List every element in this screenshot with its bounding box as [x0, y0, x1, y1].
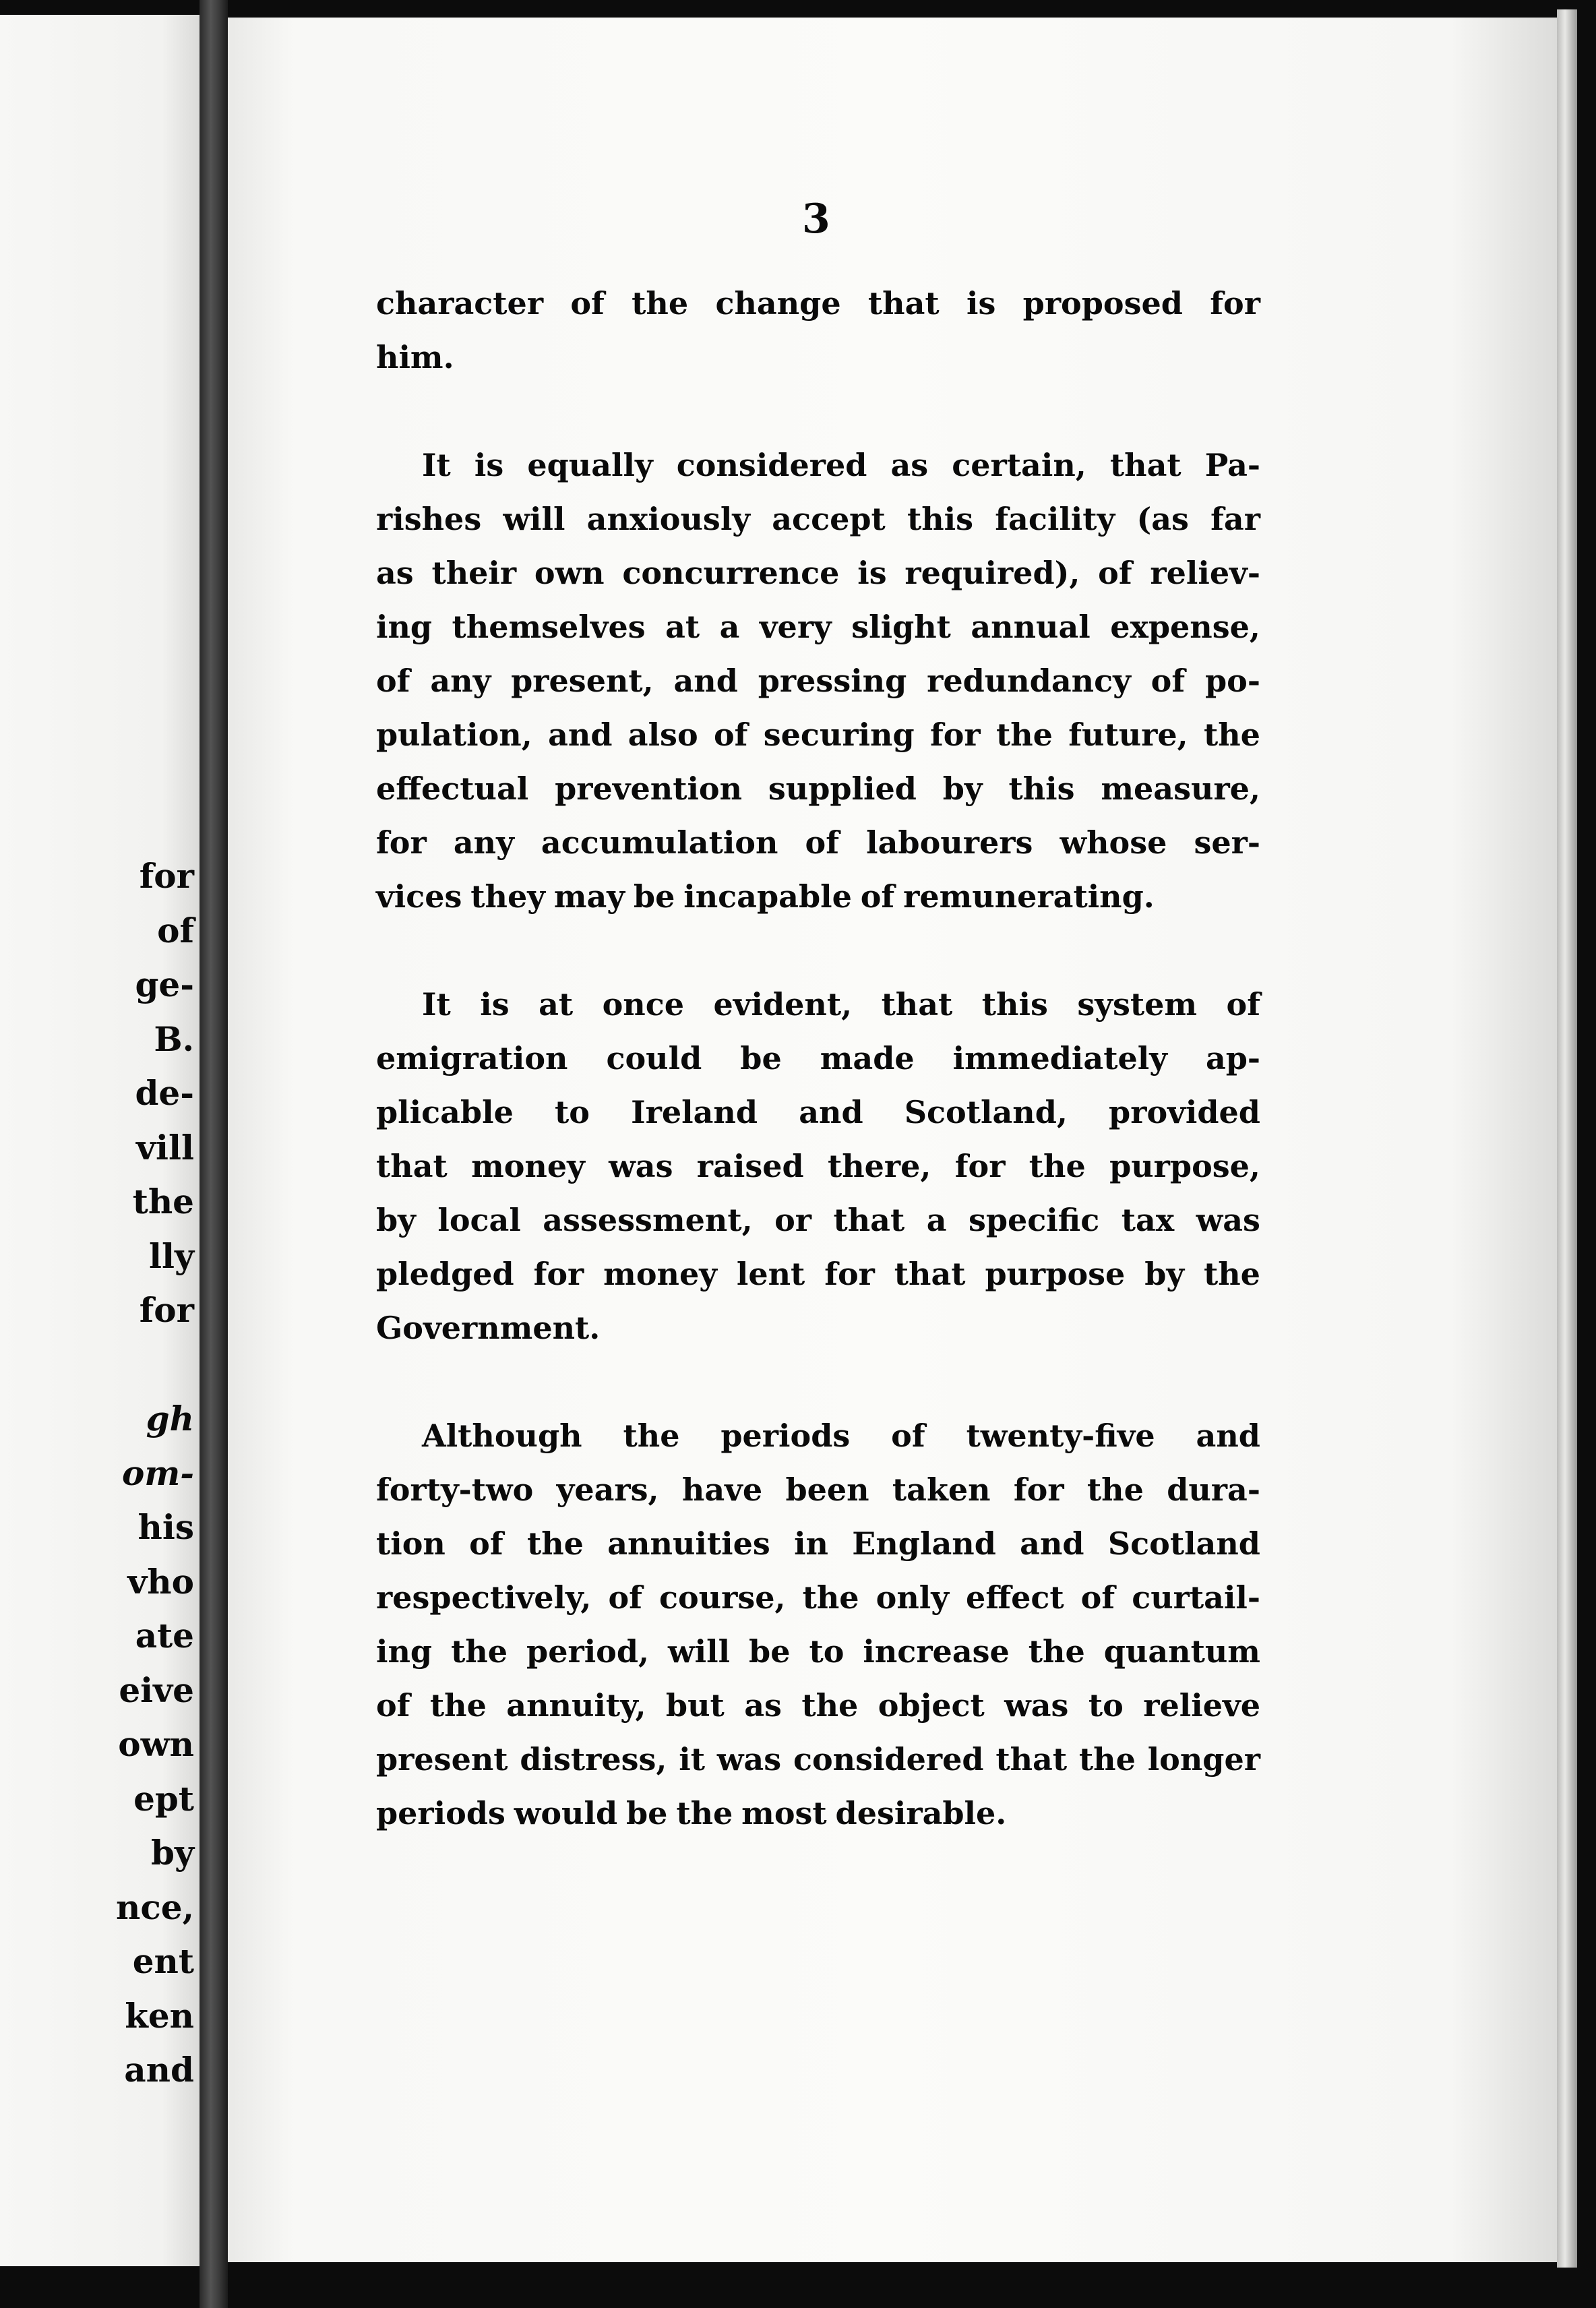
left-page-fragment: eive: [119, 1670, 194, 1710]
word: of: [469, 1525, 503, 1562]
word: most: [741, 1795, 827, 1831]
word: the: [801, 1687, 859, 1724]
word: curtail-: [1132, 1579, 1260, 1616]
word: be: [740, 1040, 782, 1076]
word: for: [1013, 1471, 1064, 1508]
word: annuities: [607, 1525, 770, 1562]
word: considered: [676, 447, 867, 483]
left-page-fragment: ate: [135, 1616, 194, 1656]
text-line: [376, 762, 1260, 816]
word: they: [470, 878, 545, 915]
word: and: [799, 1094, 863, 1130]
word: the: [429, 1687, 487, 1724]
word: lent: [736, 1256, 805, 1292]
word: redundancy: [927, 663, 1131, 699]
text-line: [376, 1247, 1260, 1301]
word: equally: [527, 447, 653, 483]
word: object: [878, 1687, 985, 1724]
word: of: [860, 878, 895, 915]
word: of: [713, 717, 748, 753]
word: securing: [763, 717, 915, 753]
word: once: [602, 986, 685, 1023]
word: but: [665, 1687, 725, 1724]
word: will: [668, 1633, 731, 1670]
word: plicable: [376, 1094, 514, 1130]
word: respectively,: [376, 1579, 592, 1616]
word: period,: [526, 1633, 650, 1670]
text-line: [376, 1193, 1260, 1247]
word: may: [553, 878, 625, 915]
word: in: [794, 1525, 828, 1562]
text-line: [376, 708, 1260, 762]
word: vices: [376, 878, 462, 915]
word: of: [1150, 663, 1186, 699]
word: this: [907, 501, 974, 537]
text-line: [376, 1139, 1260, 1193]
word: and: [673, 663, 738, 699]
left-page-fragment: own: [118, 1724, 194, 1764]
word: slight: [851, 609, 951, 645]
word: accumulation: [541, 824, 778, 861]
word: pledged: [376, 1256, 514, 1292]
word: the: [1086, 1471, 1144, 1508]
word: periods: [720, 1418, 851, 1454]
word: effectual: [376, 770, 529, 807]
page-number: 3: [802, 195, 830, 243]
word: be: [633, 878, 675, 915]
word: of: [1080, 1579, 1115, 1616]
left-page-fragment: vill: [135, 1127, 194, 1167]
word: periods: [376, 1795, 505, 1831]
word: whose: [1060, 824, 1167, 861]
word: will: [503, 501, 565, 537]
left-page-fragment: vho: [127, 1561, 194, 1602]
word: the: [802, 1579, 859, 1616]
word: of: [1226, 986, 1260, 1023]
left-page-fragment: ept: [133, 1778, 194, 1819]
word: raised: [696, 1148, 804, 1184]
word: system: [1077, 986, 1198, 1023]
text-line: [376, 1031, 1260, 1085]
text-line: [376, 1085, 1260, 1139]
word: of: [608, 1579, 642, 1616]
word: is: [480, 986, 510, 1023]
word: been: [785, 1471, 869, 1508]
word: relieve: [1143, 1687, 1260, 1724]
word: at: [539, 986, 574, 1023]
word: far: [1210, 501, 1260, 537]
word: proposed: [1022, 285, 1183, 322]
word: be: [749, 1633, 791, 1670]
word: England: [852, 1525, 996, 1562]
word: Government.: [376, 1310, 601, 1346]
word: could: [606, 1040, 702, 1076]
word: accept: [772, 501, 886, 537]
text-line: [376, 654, 1260, 708]
text-line: [376, 276, 1260, 330]
text-line: [376, 977, 1260, 1031]
word: there,: [827, 1148, 931, 1184]
word: annual: [971, 609, 1091, 645]
word: facility: [995, 501, 1115, 537]
word: by: [942, 770, 983, 807]
left-page-fragment: gh: [146, 1399, 194, 1438]
word: It: [422, 447, 451, 483]
word: increase: [863, 1633, 1010, 1670]
word: at: [665, 609, 700, 645]
word: the: [1203, 1256, 1260, 1292]
word: was: [716, 1741, 782, 1778]
word: for: [1210, 285, 1260, 322]
word: that: [1109, 447, 1181, 483]
word: him.: [376, 339, 454, 375]
word: quantum: [1103, 1633, 1260, 1670]
word: provided: [1109, 1094, 1260, 1130]
paragraph-3: [376, 977, 1260, 1355]
word: made: [820, 1040, 915, 1076]
word: or: [774, 1202, 811, 1238]
text-line: [376, 1678, 1260, 1732]
word: is: [474, 447, 504, 483]
word: a: [926, 1202, 947, 1238]
word: annuity,: [506, 1687, 646, 1724]
left-page-fragment: ken: [125, 1995, 194, 2036]
word: as: [376, 555, 414, 591]
word: Scotland: [1107, 1525, 1260, 1562]
left-page-fragment: lly: [148, 1236, 194, 1276]
word: this: [981, 986, 1048, 1023]
word: local: [437, 1202, 521, 1238]
word: desirable.: [835, 1795, 1007, 1831]
left-facing-page: [0, 15, 202, 2266]
word: very: [759, 609, 832, 645]
word: the: [1078, 1741, 1136, 1778]
word: by: [1144, 1256, 1185, 1292]
word: be: [626, 1795, 668, 1831]
text-line: [376, 438, 1260, 492]
word: assessment,: [543, 1202, 753, 1238]
paragraph-4: [376, 1409, 1260, 1840]
word: any: [453, 824, 514, 861]
word: Ireland: [631, 1094, 758, 1130]
paragraph-2: [376, 438, 1260, 923]
word: reliev-: [1150, 555, 1260, 591]
word: ap-: [1205, 1040, 1260, 1076]
text-line: [376, 1732, 1260, 1786]
word: this: [1008, 770, 1075, 807]
paragraph-1: [376, 276, 1260, 384]
word: that: [894, 1256, 966, 1292]
word: any: [430, 663, 491, 699]
word: the: [526, 1525, 584, 1562]
word: Pa-: [1204, 447, 1260, 483]
word: rishes: [376, 501, 482, 537]
text-line: [376, 330, 1260, 384]
page-edge: [1557, 9, 1577, 2268]
word: for: [929, 717, 981, 753]
text-line: [376, 1301, 1260, 1355]
word: as: [890, 447, 929, 483]
word: for: [376, 824, 427, 861]
word: anxiously: [586, 501, 751, 537]
word: that: [833, 1202, 905, 1238]
word: present,: [511, 663, 654, 699]
word: would: [514, 1795, 618, 1831]
word: effect: [966, 1579, 1064, 1616]
word: specific: [968, 1202, 1100, 1238]
word: of: [376, 663, 410, 699]
word: incapable: [683, 878, 852, 915]
word: expense,: [1110, 609, 1260, 645]
word: It: [422, 986, 451, 1023]
word: that: [376, 1148, 448, 1184]
word: ing: [376, 609, 433, 645]
left-page-fragment: de-: [135, 1073, 194, 1113]
word: and: [1196, 1418, 1260, 1454]
word: was: [609, 1148, 673, 1184]
word: considered: [793, 1741, 984, 1778]
word: dura-: [1167, 1471, 1260, 1508]
word: by: [376, 1202, 416, 1238]
text-line: [376, 1624, 1260, 1678]
left-page-fragment: his: [137, 1507, 194, 1547]
word: prevention: [555, 770, 743, 807]
word: taken: [892, 1471, 991, 1508]
word: of: [805, 824, 840, 861]
word: for: [533, 1256, 584, 1292]
word: supplied: [768, 770, 917, 807]
word: years,: [556, 1471, 659, 1508]
word: certain,: [952, 447, 1086, 483]
word: ser-: [1194, 824, 1260, 861]
word: Scotland,: [904, 1094, 1068, 1130]
word: that: [881, 986, 953, 1023]
word: the: [995, 717, 1053, 753]
text-line: [376, 816, 1260, 870]
word: and: [548, 717, 613, 753]
word: of: [891, 1418, 925, 1454]
left-page-fragment: the: [132, 1182, 194, 1221]
word: course,: [658, 1579, 786, 1616]
word: for: [954, 1148, 1006, 1184]
word: twenty-five: [966, 1418, 1155, 1454]
word: po-: [1204, 663, 1260, 699]
text-line: [376, 492, 1260, 546]
word: have: [681, 1471, 763, 1508]
word: tax: [1121, 1202, 1175, 1238]
word: was: [1004, 1687, 1069, 1724]
word: (as: [1136, 501, 1189, 537]
word: for: [824, 1256, 875, 1292]
word: is: [966, 285, 996, 322]
word: the: [1029, 1148, 1086, 1184]
word: forty-two: [376, 1471, 534, 1508]
word: longer: [1147, 1741, 1260, 1778]
word: own: [534, 555, 605, 591]
word: that: [995, 1741, 1068, 1778]
text-line: [376, 1463, 1260, 1517]
word: the: [1028, 1633, 1085, 1670]
book-gutter: [200, 0, 228, 2308]
word: pulation,: [376, 717, 532, 753]
word: tion: [376, 1525, 446, 1562]
word: a: [719, 609, 740, 645]
text-line: [376, 870, 1260, 923]
word: money: [603, 1256, 717, 1292]
word: labourers: [866, 824, 1033, 861]
word: to: [1088, 1687, 1124, 1724]
word: purpose: [985, 1256, 1126, 1292]
word: distress,: [520, 1741, 667, 1778]
word: immediately: [952, 1040, 1167, 1076]
word: the: [676, 1795, 733, 1831]
word: evident,: [713, 986, 853, 1023]
left-page-fragment: ge-: [135, 965, 194, 1004]
text-line: [376, 1571, 1260, 1624]
word: purpose,: [1109, 1148, 1260, 1184]
word: pressing: [758, 663, 907, 699]
word: only: [876, 1579, 949, 1616]
word: of: [376, 1687, 410, 1724]
word: themselves: [452, 609, 646, 645]
word: required),: [904, 555, 1080, 591]
left-page-fragment: B.: [154, 1019, 194, 1059]
text-line: [376, 1517, 1260, 1571]
left-page-fragment: nce,: [115, 1887, 194, 1927]
word: measure,: [1101, 770, 1260, 807]
word: future,: [1068, 717, 1188, 753]
page-body-text: [376, 276, 1260, 1840]
left-page-fragment: and: [124, 2050, 194, 2090]
word: of: [1098, 555, 1132, 591]
word: as: [744, 1687, 782, 1724]
word: the: [451, 1633, 508, 1670]
word: to: [555, 1094, 590, 1130]
left-page-fragment: for: [139, 1290, 194, 1330]
word: the: [1203, 717, 1260, 753]
word: their: [431, 555, 517, 591]
word: of: [570, 285, 605, 322]
word: also: [627, 717, 698, 753]
word: is: [857, 555, 887, 591]
left-page-fragment: for: [139, 856, 194, 896]
word: that: [867, 285, 940, 322]
word: to: [809, 1633, 845, 1670]
left-page-fragment: om-: [121, 1453, 194, 1493]
left-page-fragment: ent: [132, 1941, 194, 1981]
word: remunerating.: [903, 878, 1155, 915]
word: it: [679, 1741, 705, 1778]
word: and: [1020, 1525, 1084, 1562]
left-page-fragment: of: [157, 910, 194, 950]
text-line: [376, 600, 1260, 654]
text-line: [376, 1786, 1260, 1840]
word: money: [471, 1148, 585, 1184]
left-page-fragment: by: [150, 1833, 194, 1873]
word: the: [632, 285, 689, 322]
word: was: [1196, 1202, 1260, 1238]
text-line: [376, 1409, 1260, 1463]
word: change: [715, 285, 841, 322]
text-line: [376, 546, 1260, 600]
word: ing: [376, 1633, 433, 1670]
word: emigration: [376, 1040, 568, 1076]
word: the: [623, 1418, 680, 1454]
word: character: [376, 285, 544, 322]
word: present: [376, 1741, 508, 1778]
word: Although: [422, 1418, 582, 1454]
word: concurrence: [622, 555, 840, 591]
